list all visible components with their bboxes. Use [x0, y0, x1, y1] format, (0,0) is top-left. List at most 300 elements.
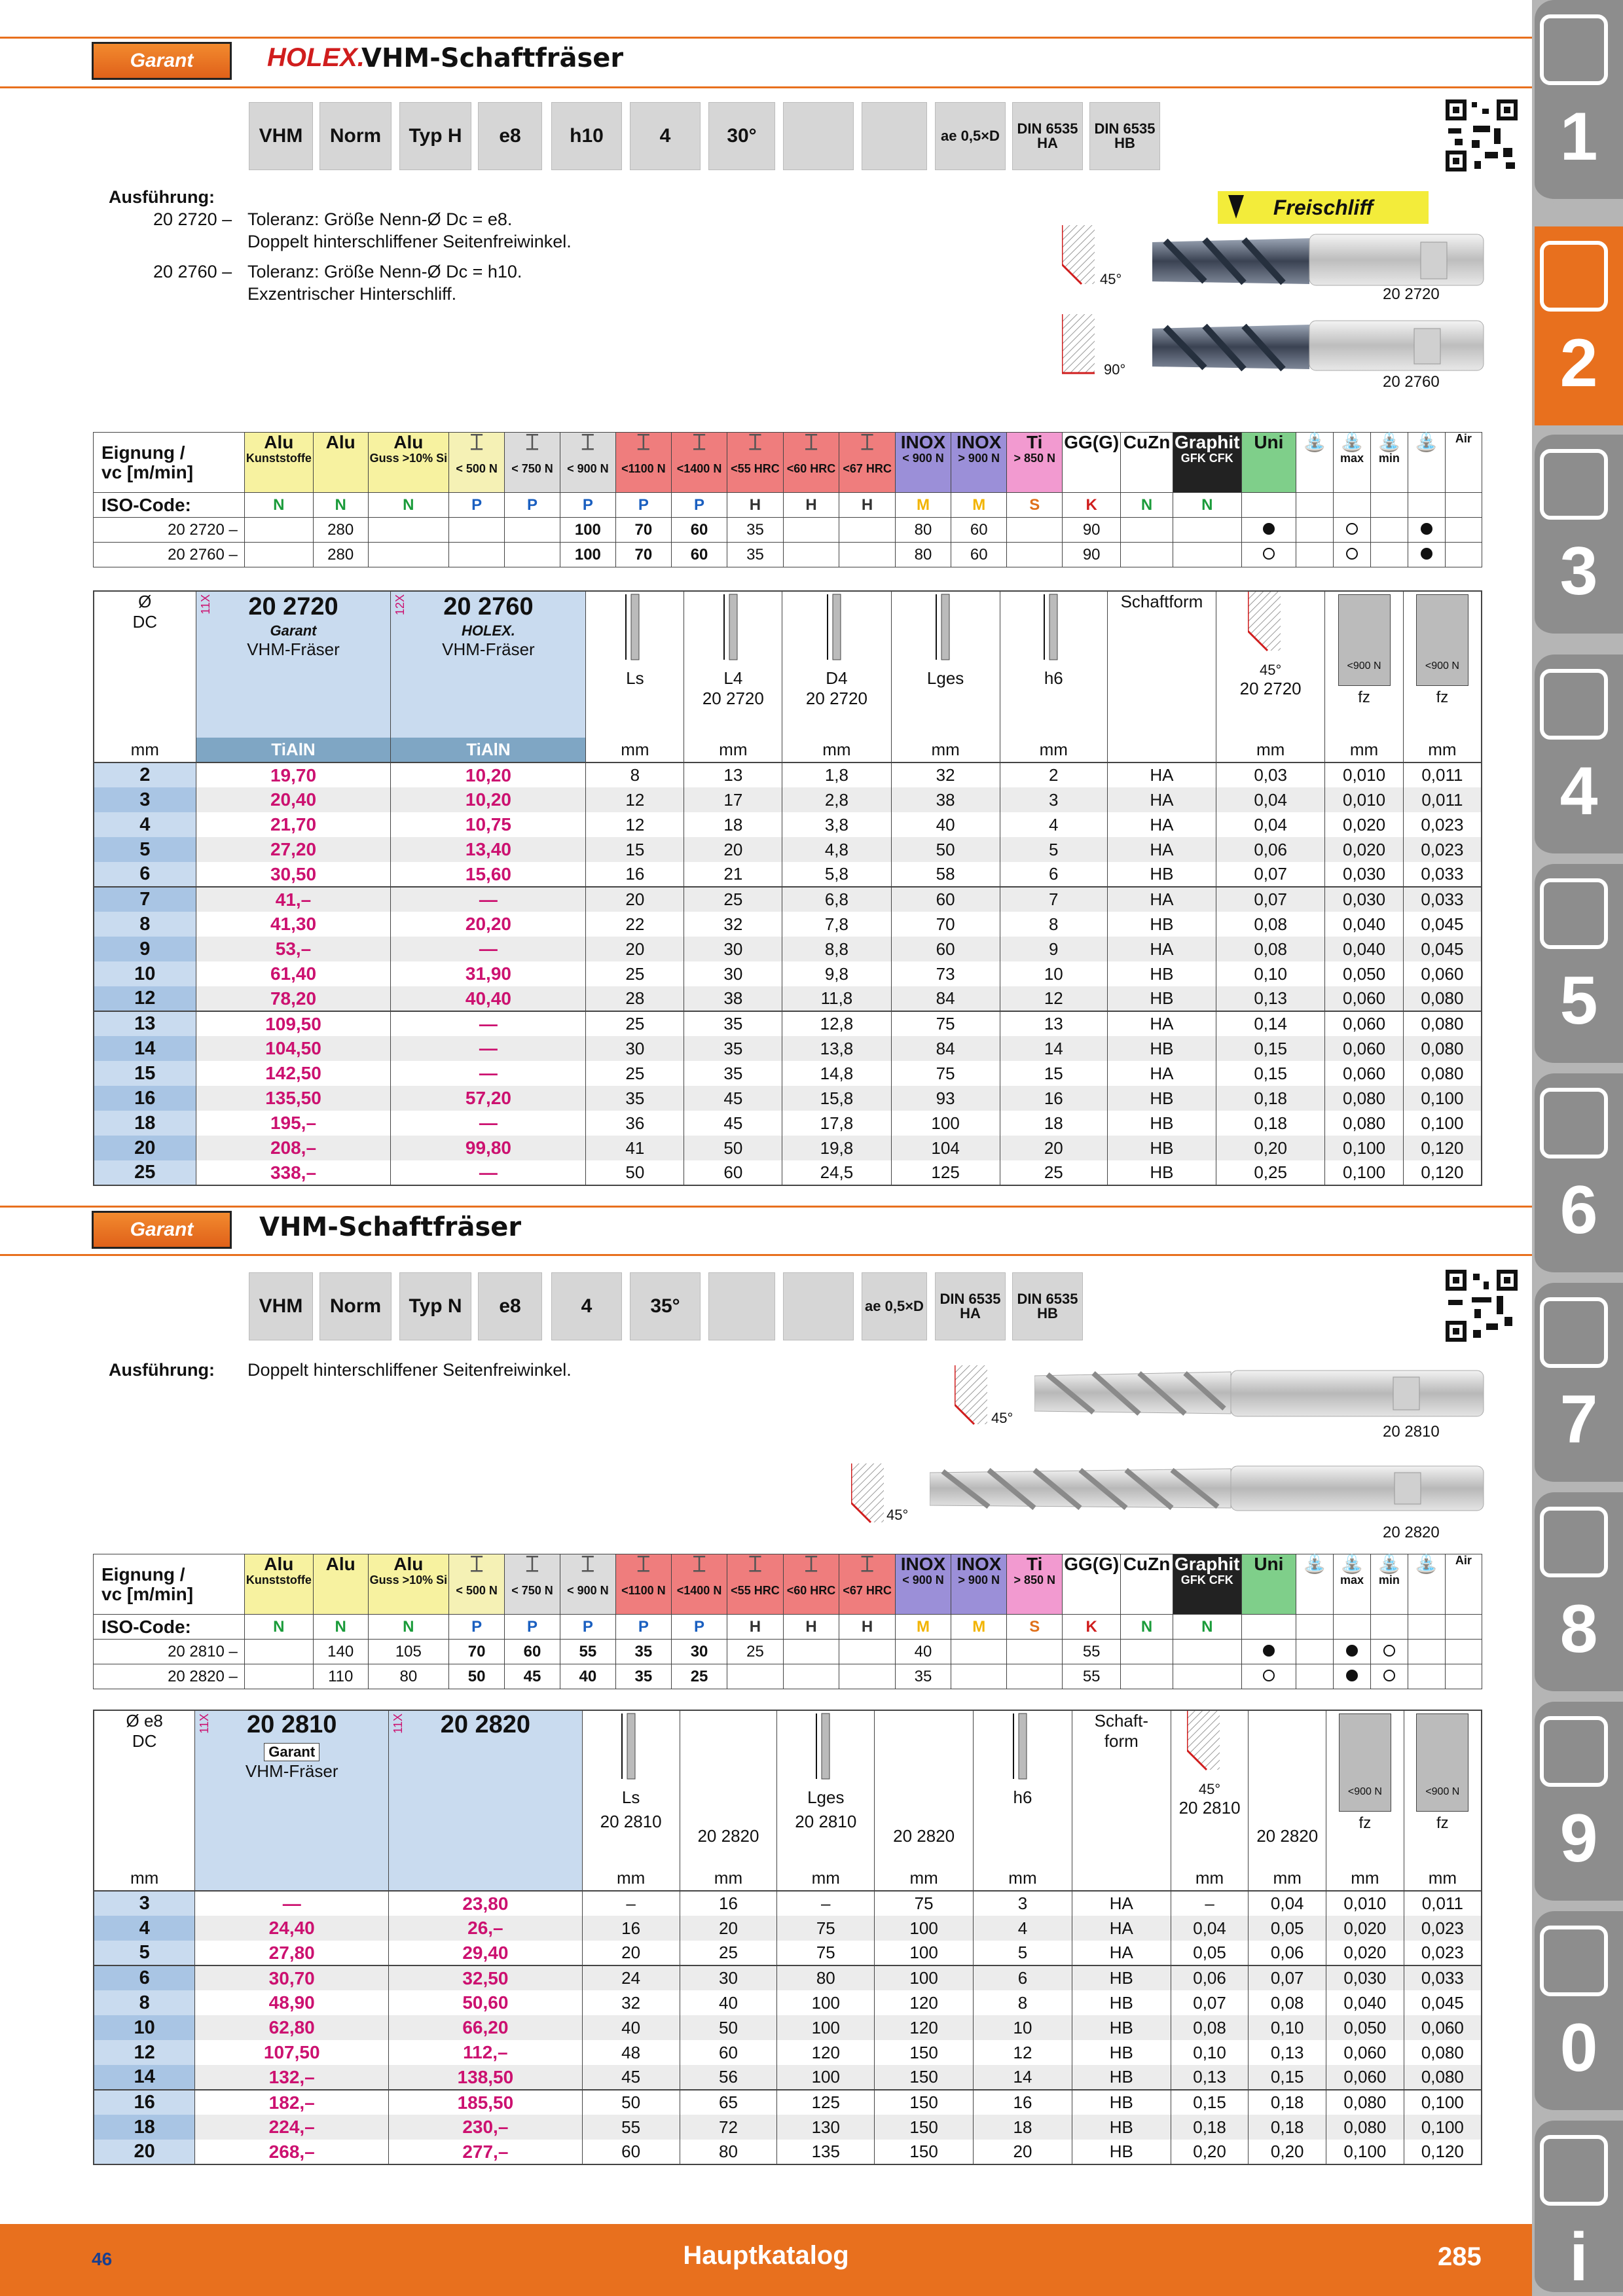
iso-code-13: S [1007, 1615, 1063, 1640]
table-cell: — [195, 1891, 389, 1916]
feature-icon-8: ae 0,5×D [862, 1272, 927, 1340]
table-cell: 93 [891, 1086, 1000, 1111]
table-cell: 3 [974, 1891, 1072, 1916]
table-cell: 48 [582, 2040, 680, 2065]
unit-cell: mm [1403, 738, 1482, 762]
coolant-icon: ⛲ [1377, 432, 1401, 452]
table-cell: 45 [582, 2065, 680, 2090]
header-cell-9: 45° 20 2810 [1171, 1710, 1249, 1866]
table-cell: 80 [777, 1965, 875, 1990]
angle-label-2: 90° [1104, 361, 1126, 378]
table-cell: 0,050 [1325, 961, 1404, 986]
table-cell: 0,20 [1216, 1136, 1325, 1160]
steel-beam-icon: ⌶ [469, 430, 484, 455]
table-cell: 4 [94, 812, 196, 837]
eignung-row-code: 20 2810 – [94, 1640, 245, 1664]
table-cell: 2 [94, 762, 196, 787]
table-cell: 8 [94, 1990, 195, 2015]
header-cell-1: 11X 20 2720 Garant VHM-Fräser [196, 591, 391, 738]
cooling-header-2: ⛲ min [1371, 1554, 1408, 1615]
table-cell: HA [1107, 837, 1216, 862]
iso-code-16: N [1173, 1615, 1241, 1640]
feed-icon: <900 N [1338, 594, 1391, 686]
header-rule-bottom [0, 86, 1532, 88]
table-cell: 0,100 [1326, 2140, 1404, 2164]
table-cell: 30 [684, 937, 782, 961]
coolant-icon: ⛲ [1415, 1554, 1438, 1574]
table-cell: HA [1107, 1011, 1216, 1036]
unit-cell: mm [782, 738, 891, 762]
cool-min [1371, 1664, 1408, 1689]
vc-value [783, 1664, 839, 1689]
table-cell: 16 [94, 2090, 195, 2115]
steel-beam-icon: ⌶ [636, 430, 651, 455]
table-cell: 107,50 [195, 2040, 389, 2065]
table-cell: 0,060 [1325, 1061, 1404, 1086]
table-cell: 268,– [195, 2140, 389, 2164]
table-cell: 84 [891, 986, 1000, 1011]
table-cell: 32,50 [389, 1965, 583, 1990]
cool-min [1371, 543, 1408, 567]
table-cell: 112,– [389, 2040, 583, 2065]
table-cell: 0,030 [1325, 887, 1404, 912]
iso-code-10: H [839, 493, 896, 518]
table-row [94, 1891, 1482, 1916]
table-cell: 16 [586, 862, 684, 887]
iso-code-16: N [1173, 493, 1241, 518]
chapter-tab-5[interactable] [1535, 864, 1623, 1067]
table-cell: 0,120 [1404, 2140, 1482, 2164]
angle-label-2-1: 45° [991, 1410, 1013, 1426]
uni-mark [1241, 518, 1296, 543]
vc-value [839, 1664, 896, 1689]
cool-min [1371, 518, 1408, 543]
feature-icon-3: e8 [478, 102, 542, 170]
header-cell-3: Ls 20 2810 [582, 1710, 680, 1866]
chapter-number: 4 [1559, 753, 1598, 829]
table-cell: 50 [684, 1136, 782, 1160]
table-cell: 17 [684, 787, 782, 812]
chapter-tab-2[interactable] [1535, 226, 1623, 429]
iso-code-3: P [449, 1615, 505, 1640]
table-cell: 16 [680, 1891, 777, 1916]
vc-value: 90 [1063, 543, 1121, 567]
table-cell: 20 [1000, 1136, 1107, 1160]
iso-code-9: H [783, 493, 839, 518]
table-cell: 150 [875, 2115, 974, 2140]
tool-dimension-icon [812, 1711, 839, 1783]
table-cell: 29,40 [389, 1941, 583, 1965]
table-cell: 25 [586, 961, 684, 986]
unit-cell: mm [1000, 738, 1107, 762]
table-row [94, 2115, 1482, 2140]
table-cell: 0,20 [1171, 2140, 1249, 2164]
header-cell-0: Ø DC [94, 591, 196, 738]
vc-value: 80 [895, 543, 951, 567]
table-cell: 0,080 [1403, 986, 1482, 1011]
ausfuehrung-text-1a: Toleranz: Größe Nenn-Ø Dc = e8. [247, 209, 513, 229]
table-cell: HB [1072, 2140, 1171, 2164]
table-cell: 0,060 [1403, 961, 1482, 986]
unit-cell: mm [94, 1866, 195, 1891]
coolant-icon: ⛲ [1415, 432, 1438, 452]
table-cell: 12 [974, 2040, 1072, 2065]
header-cell-10: <900 N fz [1325, 591, 1404, 738]
chamfer-45-icon [1248, 592, 1294, 657]
table-cell: — [391, 1011, 586, 1036]
steel-beam-icon: ⌶ [525, 430, 539, 455]
table-cell: 100 [875, 1941, 974, 1965]
vc-value: 70 [615, 543, 671, 567]
table-cell: 6 [1000, 862, 1107, 887]
table-cell: 5 [974, 1941, 1072, 1965]
table-cell: 0,07 [1216, 887, 1325, 912]
table-cell: 99,80 [391, 1136, 586, 1160]
table-cell: 65 [680, 2090, 777, 2115]
table-cell: 12 [586, 812, 684, 837]
feature-icon-8 [862, 102, 927, 170]
chapter-tab-i[interactable] [1535, 2121, 1623, 2296]
vc-value [1121, 543, 1173, 567]
chapter-icon [1540, 241, 1608, 312]
table-cell: 0,010 [1326, 1891, 1404, 1916]
table-cell: 4,8 [782, 837, 891, 862]
table-cell: 0,020 [1325, 837, 1404, 862]
material-header-15: CuZn [1121, 433, 1173, 493]
vc-value: 280 [313, 543, 368, 567]
table-cell: 40 [680, 1990, 777, 2015]
table-cell: 25 [586, 1061, 684, 1086]
table-cell: HA [1072, 1891, 1171, 1916]
table-cell: 20 [586, 887, 684, 912]
unit-cell [1107, 738, 1216, 762]
table-cell: — [391, 937, 586, 961]
table-cell: 150 [875, 2140, 974, 2164]
feature-icon-0: VHM [249, 102, 313, 170]
table-cell: HB [1072, 1990, 1171, 2015]
table-cell: HB [1107, 1136, 1216, 1160]
vc-value: 110 [313, 1664, 368, 1689]
table-row [94, 1160, 1482, 1185]
iso-code-2: N [368, 1615, 449, 1640]
table-cell: 50 [586, 1160, 684, 1185]
chapter-tab-3[interactable] [1535, 435, 1623, 637]
header-cell-5: Lges 20 2810 [777, 1710, 875, 1866]
vc-value [1007, 543, 1063, 567]
table-cell: 0,04 [1216, 787, 1325, 812]
vc-value [839, 1640, 896, 1664]
table-cell: 50 [582, 2090, 680, 2115]
table-cell: 0,100 [1404, 2090, 1482, 2115]
table-cell: 100 [891, 1111, 1000, 1136]
iso-empty [1445, 1615, 1482, 1640]
table-cell: 10 [94, 961, 196, 986]
material-header-10: ⌶ <67 HRC [839, 433, 896, 493]
table-cell: 9 [94, 937, 196, 961]
cool-1 [1296, 1664, 1334, 1689]
unit-cell: mm [1216, 738, 1325, 762]
cool-mql [1408, 1640, 1445, 1664]
table-cell: 41,30 [196, 912, 391, 937]
table-cell: 3,8 [782, 812, 891, 837]
material-header-17: Uni [1241, 1554, 1296, 1615]
table-cell: 0,100 [1325, 1160, 1404, 1185]
feature-icon-5: 35° [630, 1272, 701, 1340]
table-row [94, 1941, 1482, 1965]
table-cell: 135 [777, 2140, 875, 2164]
vc-value: 70 [449, 1640, 505, 1664]
table-cell: 0,080 [1325, 1086, 1404, 1111]
table-cell: 10,20 [391, 787, 586, 812]
table-cell: 30 [586, 1036, 684, 1061]
table-cell: 224,– [195, 2115, 389, 2140]
iso-code-15: N [1121, 493, 1173, 518]
table-cell: 14,8 [782, 1061, 891, 1086]
endmill-image-202720 [1152, 229, 1486, 291]
table-cell: 13 [94, 1011, 196, 1036]
steel-beam-icon: ⌶ [581, 430, 595, 455]
table-cell: 30,70 [195, 1965, 389, 1990]
uni-mark [1241, 1640, 1296, 1664]
unit-cell: mm [680, 1866, 777, 1891]
table-cell: 182,– [195, 2090, 389, 2115]
vc-value: 60 [951, 543, 1007, 567]
cool-min [1371, 1640, 1408, 1664]
material-header-13: Ti > 850 N [1007, 1554, 1063, 1615]
angle-label-1: 45° [1100, 271, 1122, 287]
chapter-tab-6[interactable] [1535, 1073, 1623, 1276]
table-cell: 53,– [196, 937, 391, 961]
image-label-202760: 20 2760 [1383, 373, 1440, 391]
chapter-tab-0[interactable] [1535, 1911, 1623, 2114]
angle-90-icon [1062, 314, 1101, 380]
chapter-number: 6 [1559, 1172, 1598, 1248]
header-cell-7: h6 [1000, 591, 1107, 738]
table-cell: 0,04 [1249, 1891, 1326, 1916]
table-cell: 0,15 [1171, 2090, 1249, 2115]
table-cell: 32 [891, 762, 1000, 787]
section-title-2: VHM-Schaftfräser [259, 1212, 522, 1242]
table-cell: 0,08 [1171, 2015, 1249, 2040]
coolant-icon: ⛲ [1303, 1554, 1326, 1574]
table-cell: 0,060 [1325, 1011, 1404, 1036]
chapter-tab-7[interactable] [1535, 1283, 1623, 1486]
table-cell: 0,030 [1326, 1965, 1404, 1990]
table-cell: 20,40 [196, 787, 391, 812]
table-cell: 0,020 [1326, 1941, 1404, 1965]
table-cell: 10,75 [391, 812, 586, 837]
table-cell: 35 [586, 1086, 684, 1111]
table-cell: HA [1072, 1941, 1171, 1965]
table-row [94, 787, 1482, 812]
section-title: VHM-Schaftfräser [361, 43, 624, 73]
table-row [94, 961, 1482, 986]
chapter-tab-9[interactable] [1535, 1702, 1623, 1905]
steel-beam-icon: ⌶ [748, 430, 762, 455]
table-cell: 0,07 [1249, 1965, 1326, 1990]
steel-beam-icon: ⌶ [804, 1552, 818, 1577]
qr-code-icon[interactable] [1446, 99, 1518, 171]
table-cell: 8 [974, 1990, 1072, 2015]
header-cell-4: 20 2820 [680, 1710, 777, 1866]
steel-beam-icon: ⌶ [860, 430, 874, 455]
table-row [94, 812, 1482, 837]
iso-code-13: S [1007, 493, 1063, 518]
iso-empty [1296, 1615, 1334, 1640]
vc-value: 35 [895, 1664, 951, 1689]
table-cell: 20 [974, 2140, 1072, 2164]
chapter-icon [1540, 1926, 1608, 1996]
angle-label-2-2: 45° [886, 1507, 909, 1523]
table-cell: 28 [586, 986, 684, 1011]
iso-empty [1296, 493, 1334, 518]
vc-value: 25 [727, 1640, 784, 1664]
table-cell: 15,8 [782, 1086, 891, 1111]
angle-45-icon [1062, 225, 1101, 291]
material-header-13: Ti > 850 N [1007, 433, 1063, 493]
table-cell: 35 [684, 1061, 782, 1086]
table-cell: 0,06 [1249, 1941, 1326, 1965]
table-cell: 75 [891, 1011, 1000, 1036]
table-cell: 2,8 [782, 787, 891, 812]
material-header-9: ⌶ <60 HRC [783, 1554, 839, 1615]
table-cell: 0,10 [1171, 2040, 1249, 2065]
material-header-12: INOX > 900 N [951, 1554, 1007, 1615]
table-cell: 16 [974, 2090, 1072, 2115]
table-cell: HA [1107, 762, 1216, 787]
qr-code-icon-2[interactable] [1446, 1270, 1518, 1342]
chapter-icon [1540, 1297, 1608, 1368]
table-cell: 32 [684, 912, 782, 937]
tool-dimension-icon [618, 1711, 644, 1783]
uni-mark [1241, 1664, 1296, 1689]
table-cell: HB [1107, 862, 1216, 887]
table-cell: 9 [1000, 937, 1107, 961]
unit-cell: TiAlN [391, 738, 586, 762]
table-cell: 40 [891, 812, 1000, 837]
vc-value: 140 [313, 1640, 368, 1664]
iso-code-15: N [1121, 1615, 1173, 1640]
table-cell: HA [1107, 887, 1216, 912]
table-cell: 0,100 [1404, 2115, 1482, 2140]
table-cell: 150 [875, 2090, 974, 2115]
table-cell: 100 [777, 2065, 875, 2090]
unit-cell: mm [1171, 1866, 1249, 1891]
table-row [94, 1011, 1482, 1036]
material-header-2: Alu Guss >10% Si [368, 1554, 449, 1615]
image-label-202720: 20 2720 [1383, 285, 1440, 303]
steel-beam-icon: ⌶ [692, 430, 706, 455]
header-rule-top [0, 37, 1532, 39]
table-cell: 13,8 [782, 1036, 891, 1061]
chapter-tab-4[interactable] [1535, 655, 1623, 857]
table-cell: 138,50 [389, 2065, 583, 2090]
table-cell: 13,40 [391, 837, 586, 862]
table-cell: 9,8 [782, 961, 891, 986]
cool-mql [1408, 543, 1445, 567]
table-cell: 230,– [389, 2115, 583, 2140]
unit-cell: mm [586, 738, 684, 762]
feature-icon-10: DIN 6535 HB [1012, 1272, 1083, 1340]
iso-code-6: P [615, 1615, 671, 1640]
material-header-12: INOX > 900 N [951, 433, 1007, 493]
table-cell: 0,011 [1403, 762, 1482, 787]
table-cell: 14 [974, 2065, 1072, 2090]
vc-value [839, 518, 896, 543]
table-cell: 13 [684, 762, 782, 787]
table-row [94, 937, 1482, 961]
cool-1 [1296, 1640, 1334, 1664]
footer-title: Hauptkatalog [683, 2241, 849, 2270]
vc-value: 70 [615, 518, 671, 543]
coolant-icon: ⛲ [1340, 432, 1364, 452]
unit-cell: mm [1325, 738, 1404, 762]
unit-cell [389, 1866, 583, 1891]
table-cell: 0,080 [1403, 1061, 1482, 1086]
coolant-icon: ⛲ [1377, 1554, 1401, 1574]
header-cell-12: <900 N fz [1404, 1710, 1482, 1866]
feature-icon-6 [708, 1272, 775, 1340]
material-header-17: Uni [1241, 433, 1296, 493]
endmill-image-202810 [1034, 1365, 1486, 1420]
table-cell: 130 [777, 2115, 875, 2140]
chapter-number: i [1569, 2219, 1588, 2295]
table-cell: 0,14 [1216, 1011, 1325, 1036]
table-cell: 30 [684, 961, 782, 986]
chapter-tab-1[interactable] [1535, 0, 1623, 203]
feature-icon-4: h10 [551, 102, 622, 170]
table-cell: 0,060 [1404, 2015, 1482, 2040]
table-cell: HB [1107, 1036, 1216, 1061]
table-cell: 35 [684, 1011, 782, 1036]
table-cell: 15 [586, 837, 684, 862]
iso-code-11: M [895, 493, 951, 518]
table-cell: 20,20 [391, 912, 586, 937]
table-cell: 100 [777, 2015, 875, 2040]
table-cell: — [391, 1061, 586, 1086]
vc-value: 90 [1063, 518, 1121, 543]
table-cell: 32 [582, 1990, 680, 2015]
header-cell-8: Schaft- form [1072, 1710, 1171, 1866]
table-cell: 0,023 [1403, 837, 1482, 862]
table-cell: 75 [777, 1916, 875, 1941]
material-header-15: CuZn [1121, 1554, 1173, 1615]
iso-empty [1371, 493, 1408, 518]
vc-value: 40 [895, 1640, 951, 1664]
iso-empty [1241, 1615, 1296, 1640]
cool-max [1334, 1664, 1371, 1689]
table-cell: 16 [1000, 1086, 1107, 1111]
table-cell: 150 [875, 2065, 974, 2090]
table-cell: 16 [582, 1916, 680, 1941]
material-header-11: INOX < 900 N [895, 433, 951, 493]
vc-value: 80 [368, 1664, 449, 1689]
chapter-number: 7 [1559, 1382, 1598, 1458]
table-cell: HB [1107, 1160, 1216, 1185]
ausfuehrung-code-2: 20 2760 – [153, 262, 232, 281]
chapter-tab-8[interactable] [1535, 1492, 1623, 1695]
material-header-16: Graphit GFK CFK [1173, 433, 1241, 493]
table-cell: 0,040 [1325, 912, 1404, 937]
vc-value [783, 1640, 839, 1664]
chapter-number: 2 [1559, 325, 1598, 401]
material-header-0: Alu Kunststoffe [244, 433, 313, 493]
table-cell: 6 [974, 1965, 1072, 1990]
iso-code-label: ISO-Code: [94, 1615, 245, 1640]
feature-icon-1: Norm [319, 1272, 392, 1340]
table-cell: 0,120 [1403, 1160, 1482, 1185]
table-cell: 50,60 [389, 1990, 583, 2015]
